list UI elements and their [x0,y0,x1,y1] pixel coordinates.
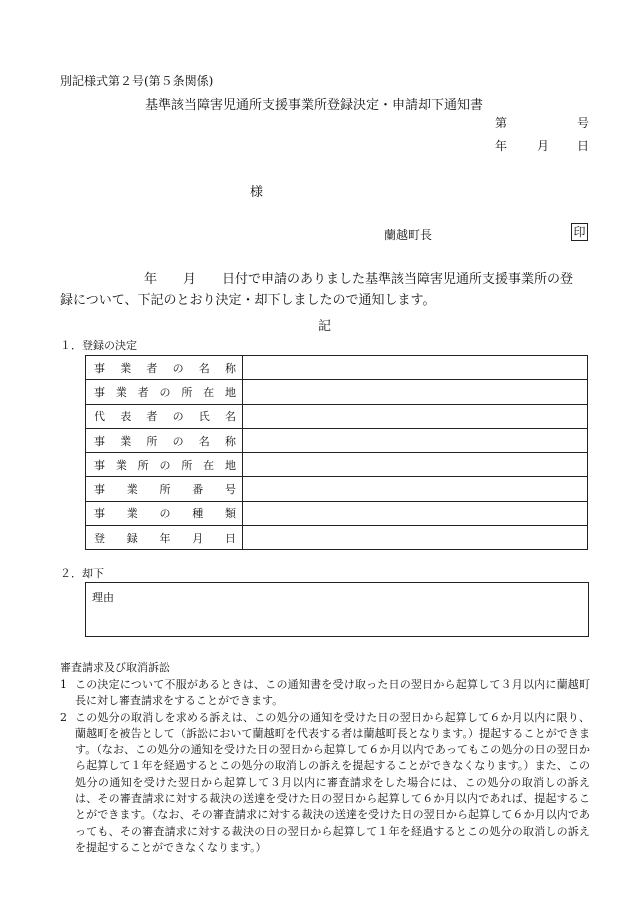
row-label [86,526,243,550]
issuer-name: 蘭越町長 [384,228,433,242]
row-value-cell[interactable] [243,501,588,525]
row-label [86,356,243,380]
note-item [60,677,590,710]
ki-heading: 記 [318,319,332,334]
row-value-cell[interactable] [243,453,588,477]
label-char: 地 [224,458,236,472]
date-month: 月 [537,139,550,153]
row-value-cell[interactable] [243,477,588,501]
number-suffix: 号 [577,116,590,130]
body-year: 年 [144,272,158,287]
row-label [86,380,243,404]
table-row [86,380,588,404]
label-char: 業 [120,361,132,375]
row-label [86,477,243,501]
label-char: 事 [94,507,105,521]
label-char: 名 [198,434,210,448]
table-row [86,404,588,428]
label-char: 在 [203,385,215,399]
row-value-cell[interactable] [243,356,588,380]
label-char: 種 [192,507,204,521]
appeal-heading: 審査請求及び取消訴訟 [60,661,170,674]
label-char: 業 [126,483,138,497]
label-char: 所 [137,458,149,472]
label-char: 業 [120,434,132,448]
label-char: 者 [146,361,158,375]
label-char: 所 [159,483,171,497]
label-char: 業 [126,507,138,521]
label-char: 所 [181,458,193,472]
label-char: 事 [94,385,105,399]
label-char: 類 [225,507,236,521]
body-text-line1: 日付で申請のありました基準該当障害児通所支援事業所の登 [222,272,574,287]
table-row [86,428,588,452]
label-char: 氏 [198,410,210,424]
label-char: 者 [137,385,149,399]
row-label [86,453,243,477]
label-char: 事 [94,483,105,497]
label-char: 代 [94,410,105,424]
label-char: 事 [94,361,105,375]
body-text-line2: 録について、下記のとおり決定・却下しましたので通知します。 [60,293,436,308]
row-value-cell[interactable] [243,404,588,428]
row-value-cell[interactable] [243,380,588,404]
label-char: の [159,507,171,521]
notice-body [60,269,590,311]
section-registration-heading: １．登録の決定 [60,339,137,352]
note-text: この決定について不服があるときは、この通知書を受け取った日の翌日から起算して３月以内に蘭越町長に対し審査請求をすることができます。 [75,678,590,708]
label-char: 月 [192,531,204,545]
label-char: 業 [115,458,127,472]
table-row [86,356,588,380]
document-title: 基準該当障害児通所支援事業所登録決定・申請却下通知書 [145,98,484,113]
row-label [86,428,243,452]
label-char: の [172,410,184,424]
section-rejection-heading: ２．却下 [60,567,104,580]
note-number: 1 [60,678,67,691]
label-char: の [159,458,171,472]
table-row [86,477,588,501]
label-char: 表 [120,410,132,424]
row-label [86,501,243,525]
label-char: 所 [146,434,158,448]
body-month: 月 [183,272,197,287]
label-char: 録 [126,531,138,545]
rejection-reason-box[interactable] [85,582,589,637]
note-item [60,710,590,857]
row-value-cell[interactable] [243,428,588,452]
row-value-cell[interactable] [243,526,588,550]
label-char: 日 [225,531,236,545]
label-char: 業 [115,385,127,399]
table-row [86,453,588,477]
note-text: この処分の取消しを求める訴えは、この処分の通知を受けた日の翌日から起算して６か月以内に限り、蘭越町を被告として（訴訟において蘭越町を代表する者は蘭越町長となります。）提起することができます。（なお、この処分の通知を受けた日の翌日から起算して６か月以内であってもこの処分の日の翌日から起算して１年を経過するとこの処分の取消しの訴えを提起することができなくなります。）また、この処分の通知を受けた翌日から起算して３月以内に審査請求をした場合には、この処分の取消しの訴えは、その審査請求に対する裁決の送達を受けた日の翌日から起算して６か月以内であれば、提起することができます。（なお、その審査請求に対する裁決の送達を受けた日の翌日から起算して６か月以内であっても、その審査請求に対する裁決の日の翌日から起算して１年を経過するとこの処分の取消しの訴えを提起することができなくなります。） [75,710,590,854]
form-reference: 別記様式第２号(第５条関係) [60,74,214,88]
label-char: 称 [224,361,236,375]
addressee-suffix: 様 [250,185,264,200]
row-label [86,404,243,428]
table-row [86,526,588,550]
label-char: 所 [181,385,193,399]
note-number: 2 [60,710,67,724]
label-char: 事 [94,458,105,472]
number-prefix: 第 [495,116,508,130]
table-row [86,501,588,525]
label-char: 年 [159,531,171,545]
label-char: 者 [146,410,158,424]
label-char: 名 [198,361,210,375]
reason-label: 理由 [92,591,114,604]
label-char: の [172,361,184,375]
label-char: 事 [94,434,105,448]
date-day: 日 [577,139,590,153]
label-char: 地 [224,385,236,399]
label-char: の [159,385,171,399]
label-char: 番 [192,483,204,497]
date-year: 年 [495,139,508,153]
label-char: 名 [224,410,236,424]
label-char: の [172,434,184,448]
registration-table [85,355,588,550]
label-char: 登 [94,531,105,545]
seal-mark: 印 [571,223,588,241]
label-char: 号 [225,483,236,497]
appeal-notes [60,677,590,856]
label-char: 在 [203,458,215,472]
label-char: 称 [224,434,236,448]
